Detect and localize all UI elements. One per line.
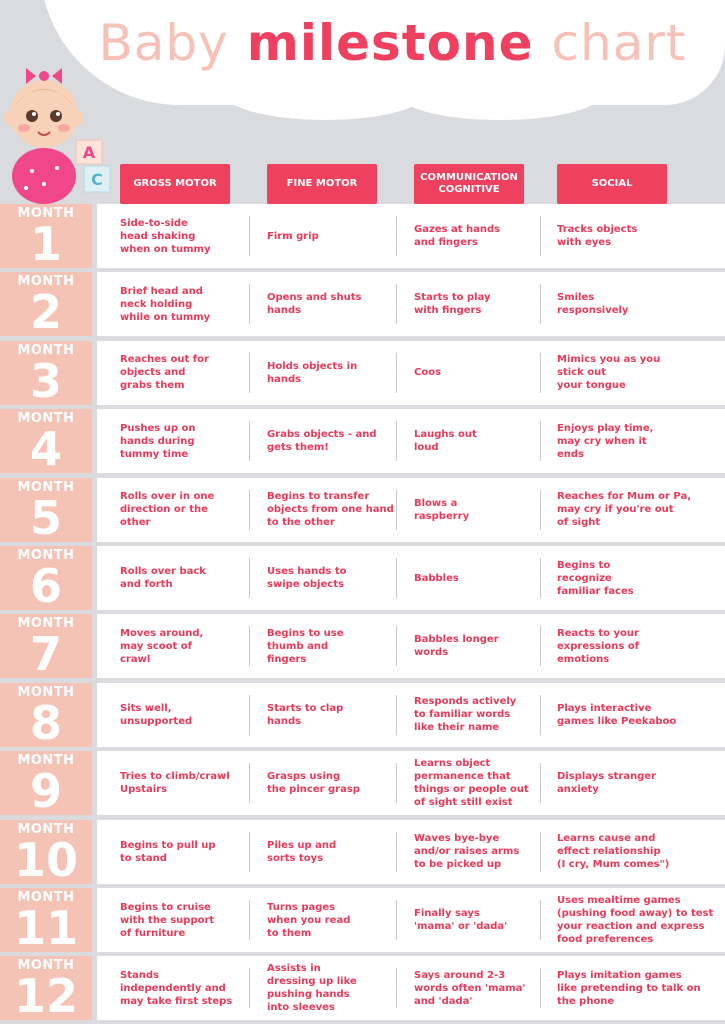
row-cells (97, 341, 725, 405)
column-divider (540, 763, 541, 803)
milestone-text: Displays stranger anxiety (557, 771, 657, 796)
gross-motor-cell (120, 409, 245, 473)
column-divider (249, 490, 250, 530)
column-divider (249, 558, 250, 598)
communication-cell (414, 546, 542, 610)
social-cell (557, 956, 722, 1020)
row-cells (97, 409, 725, 473)
social-cell (557, 614, 722, 678)
header-gross-motor: GROSS MOTOR (120, 164, 230, 204)
column-divider (540, 968, 541, 1008)
baby-eye (26, 110, 38, 122)
column-divider (396, 284, 397, 324)
column-divider (249, 626, 250, 666)
gross-motor-cell (120, 546, 245, 610)
milestone-row (0, 204, 725, 271)
title-word-baby: Baby (98, 14, 229, 72)
month-label-block (0, 409, 92, 477)
row-cells (97, 204, 725, 268)
milestone-text: Plays imitation games like pretending to talk on the phone (557, 969, 701, 1007)
column-divider (249, 763, 250, 803)
month-number: 1 (29, 217, 62, 271)
milestone-text: Sits well, unsupported (120, 702, 193, 727)
column-divider (540, 832, 541, 872)
milestone-text: Mimics you as you stick out your tongue (557, 354, 661, 392)
cloud-bump (400, 70, 600, 120)
communication-cell (414, 341, 542, 405)
milestone-text: Plays interactive games like Peekaboo (557, 702, 677, 727)
gross-motor-cell (120, 820, 245, 884)
gross-motor-cell (120, 683, 245, 747)
row-cells (97, 751, 725, 815)
fine-motor-cell (267, 751, 397, 815)
milestone-text: Gazes at hands and fingers (414, 224, 501, 248)
gross-motor-cell (120, 272, 245, 336)
communication-cell (414, 751, 542, 815)
milestone-text: Brief head and neck holding while on tummy (120, 285, 211, 323)
communication-cell (414, 956, 542, 1020)
fine-motor-cell (267, 956, 397, 1020)
column-divider (396, 695, 397, 735)
milestone-text: Assists in dressing up like pushing hands into sleeves (267, 963, 357, 1014)
month-number: 3 (29, 353, 62, 408)
milestone-text: Uses mealtime games (pushing food away) to test your reaction and express food preferences (557, 895, 714, 945)
fine-motor-cell (267, 614, 397, 678)
month-label: MONTH (17, 479, 75, 495)
fine-motor-cell (267, 478, 397, 542)
column-divider (249, 284, 250, 324)
milestone-row (0, 546, 725, 613)
column-divider (249, 900, 250, 940)
title-word-milestone: milestone (246, 14, 534, 72)
month-label-block (0, 683, 92, 750)
baby-body (12, 148, 76, 204)
header-social: SOCIAL (557, 164, 667, 204)
column-divider (540, 216, 541, 256)
column-divider (396, 626, 397, 666)
milestone-row (0, 820, 725, 887)
column-divider (540, 900, 541, 940)
milestone-text: Starts to clap hands (267, 702, 344, 727)
fine-motor-cell (267, 888, 397, 952)
milestone-text: Begins to cruise with the support of furniture (120, 901, 215, 939)
column-divider (540, 421, 541, 461)
milestone-text: Stands independently and may take first steps (120, 969, 233, 1007)
milestone-text: Tries to climb/crawl Upstairs (120, 771, 230, 796)
milestone-row (0, 956, 725, 1024)
milestone-text: Responds actively to familiar words like their name (414, 696, 517, 734)
milestone-row (0, 272, 725, 340)
row-cells (97, 546, 725, 610)
milestone-text: Starts to play with fingers (414, 292, 491, 317)
month-number: 2 (29, 285, 62, 340)
gross-motor-cell (120, 341, 245, 405)
milestone-text: Coos (414, 367, 442, 379)
communication-cell (414, 888, 542, 952)
column-divider (396, 353, 397, 393)
fine-motor-cell (267, 272, 397, 336)
page-title (60, 14, 725, 72)
month-label: MONTH (17, 684, 75, 700)
milestone-text: Reaches out for objects and grabs them (120, 354, 209, 392)
month-number: 5 (29, 490, 62, 545)
header-communication-cognitive: COMMUNICATION COGNITIVE (414, 164, 524, 204)
month-number: 8 (29, 695, 62, 750)
milestone-text: Side-to-side head shaking when on tummy (120, 217, 211, 255)
fine-motor-cell (267, 546, 397, 610)
month-label: MONTH (17, 342, 75, 358)
month-label-block (0, 820, 92, 887)
milestone-text: Waves bye-bye and/or raises arms to be picked up (414, 833, 520, 871)
fine-motor-cell (267, 204, 397, 268)
milestone-text: Turns pages when you read to them (267, 901, 351, 939)
toy-block-letter: A (82, 143, 96, 162)
milestone-text: Rolls over back and forth (120, 566, 206, 590)
gross-motor-cell (120, 751, 245, 815)
month-label-block (0, 341, 92, 408)
month-label: MONTH (17, 616, 75, 632)
row-cells (97, 956, 725, 1020)
milestone-text: Finally says 'mama' or 'dada' (414, 908, 508, 932)
column-divider (396, 216, 397, 256)
month-label: MONTH (17, 753, 75, 769)
milestone-text: Laughs out loud (414, 429, 477, 454)
milestone-text: Enjoys play time, may cry when it ends (557, 422, 654, 460)
milestone-text: Tracks objects with eyes (557, 224, 638, 248)
social-cell (557, 272, 722, 336)
social-cell (557, 409, 722, 473)
baby-head (10, 80, 78, 148)
row-cells (97, 888, 725, 952)
toy-block-letter: C (91, 170, 103, 189)
social-cell (557, 888, 722, 952)
milestone-row (0, 614, 725, 682)
fine-motor-cell (267, 409, 397, 473)
month-label-block (0, 204, 92, 271)
row-cells (97, 272, 725, 336)
gross-motor-cell (120, 204, 245, 268)
milestone-text: Learns object permanence that things or people out of sight still exist (414, 758, 529, 809)
social-cell (557, 683, 722, 747)
row-cells (97, 683, 725, 747)
milestone-text: Smiles responsively (557, 292, 629, 317)
month-number: 6 (29, 559, 62, 613)
month-label: MONTH (17, 274, 75, 290)
column-divider (396, 968, 397, 1008)
milestone-text: Grasps using the pincer grasp (267, 771, 360, 796)
month-label-block (0, 751, 92, 819)
social-cell (557, 478, 722, 542)
communication-cell (414, 272, 542, 336)
month-label: MONTH (17, 821, 75, 837)
milestone-row (0, 478, 725, 545)
milestone-text: Blows a raspberry (414, 497, 470, 522)
milestone-text: Learns cause and effect relationship (I cry, Mum comes") (557, 833, 670, 871)
month-number: 12 (13, 969, 78, 1024)
milestone-text: Opens and shuts hands (267, 292, 362, 317)
milestone-text: Reaches for Mum or Pa, may cry if you're out of sight (557, 491, 691, 529)
column-divider (396, 558, 397, 598)
baby-illustration (2, 66, 112, 206)
communication-cell (414, 409, 542, 473)
column-divider (396, 490, 397, 530)
column-divider (540, 490, 541, 530)
row-cells (97, 478, 725, 542)
communication-cell (414, 204, 542, 268)
milestone-text: Uses hands to swipe objects (267, 566, 347, 590)
milestone-text: Begins to pull up to stand (120, 839, 216, 864)
header-fine-motor: FINE MOTOR (267, 164, 377, 204)
milestone-text: Reacts to your expressions of emotions (557, 627, 640, 665)
milestone-text: Moves around, may scoot of crawl (120, 627, 204, 665)
title-word-chart: chart (551, 14, 687, 72)
milestone-text: Pushes up on hands during tummy time (120, 422, 196, 460)
month-label: MONTH (17, 206, 75, 221)
column-divider (396, 900, 397, 940)
fine-motor-cell (267, 341, 397, 405)
column-divider (540, 353, 541, 393)
gross-motor-cell (120, 614, 245, 678)
month-label-block (0, 888, 92, 955)
milestone-row (0, 683, 725, 750)
milestone-row (0, 751, 725, 819)
milestone-text: Piles up and sorts toys (267, 839, 337, 864)
month-label-block (0, 478, 92, 545)
column-divider (396, 421, 397, 461)
month-label: MONTH (17, 411, 75, 427)
column-divider (540, 284, 541, 324)
month-label: MONTH (17, 958, 75, 974)
month-number: 4 (29, 422, 62, 477)
gross-motor-cell (120, 478, 245, 542)
social-cell (557, 204, 722, 268)
column-divider (249, 968, 250, 1008)
baby-eye (50, 110, 62, 122)
milestone-text: Begins to use thumb and fingers (267, 627, 344, 665)
month-label-block (0, 546, 92, 613)
social-cell (557, 341, 722, 405)
fine-motor-cell (267, 683, 397, 747)
milestone-text: Grabs objects - and gets them! (267, 429, 377, 454)
milestone-text: Firm grip (267, 230, 319, 242)
milestone-text: Says around 2-3 words often 'mama' and 'dada' (414, 969, 526, 1007)
communication-cell (414, 478, 542, 542)
communication-cell (414, 614, 542, 678)
social-cell (557, 820, 722, 884)
gross-motor-cell (120, 956, 245, 1020)
month-label-block (0, 956, 92, 1024)
column-divider (396, 763, 397, 803)
month-number: 9 (29, 764, 62, 819)
column-divider (540, 626, 541, 666)
milestone-row (0, 888, 725, 955)
column-divider (249, 421, 250, 461)
milestone-text: Rolls over in one direction or the other (120, 491, 215, 529)
milestone-text: Babbles (414, 572, 459, 584)
gross-motor-cell (120, 888, 245, 952)
month-label: MONTH (17, 548, 75, 563)
social-cell (557, 751, 722, 815)
milestone-row (0, 341, 725, 408)
month-number: 11 (13, 901, 78, 955)
column-divider (249, 216, 250, 256)
communication-cell (414, 820, 542, 884)
fine-motor-cell (267, 820, 397, 884)
month-label: MONTH (17, 890, 75, 905)
row-cells (97, 614, 725, 678)
month-number: 7 (29, 627, 62, 682)
social-cell (557, 546, 722, 610)
milestone-text: Begins to transfer objects from one hand to the other (267, 491, 394, 529)
milestone-row (0, 409, 725, 477)
month-label-block (0, 272, 92, 340)
row-cells (97, 820, 725, 884)
column-divider (540, 695, 541, 735)
column-divider (249, 832, 250, 872)
milestone-text: Holds objects in hands (267, 360, 358, 385)
milestone-text: Babbles longer words (414, 634, 499, 659)
month-label-block (0, 614, 92, 682)
month-number: 10 (13, 832, 78, 887)
milestone-text: Begins to recognize familiar faces (557, 559, 634, 597)
communication-cell (414, 683, 542, 747)
column-divider (396, 832, 397, 872)
column-divider (540, 558, 541, 598)
column-divider (249, 695, 250, 735)
column-divider (249, 353, 250, 393)
